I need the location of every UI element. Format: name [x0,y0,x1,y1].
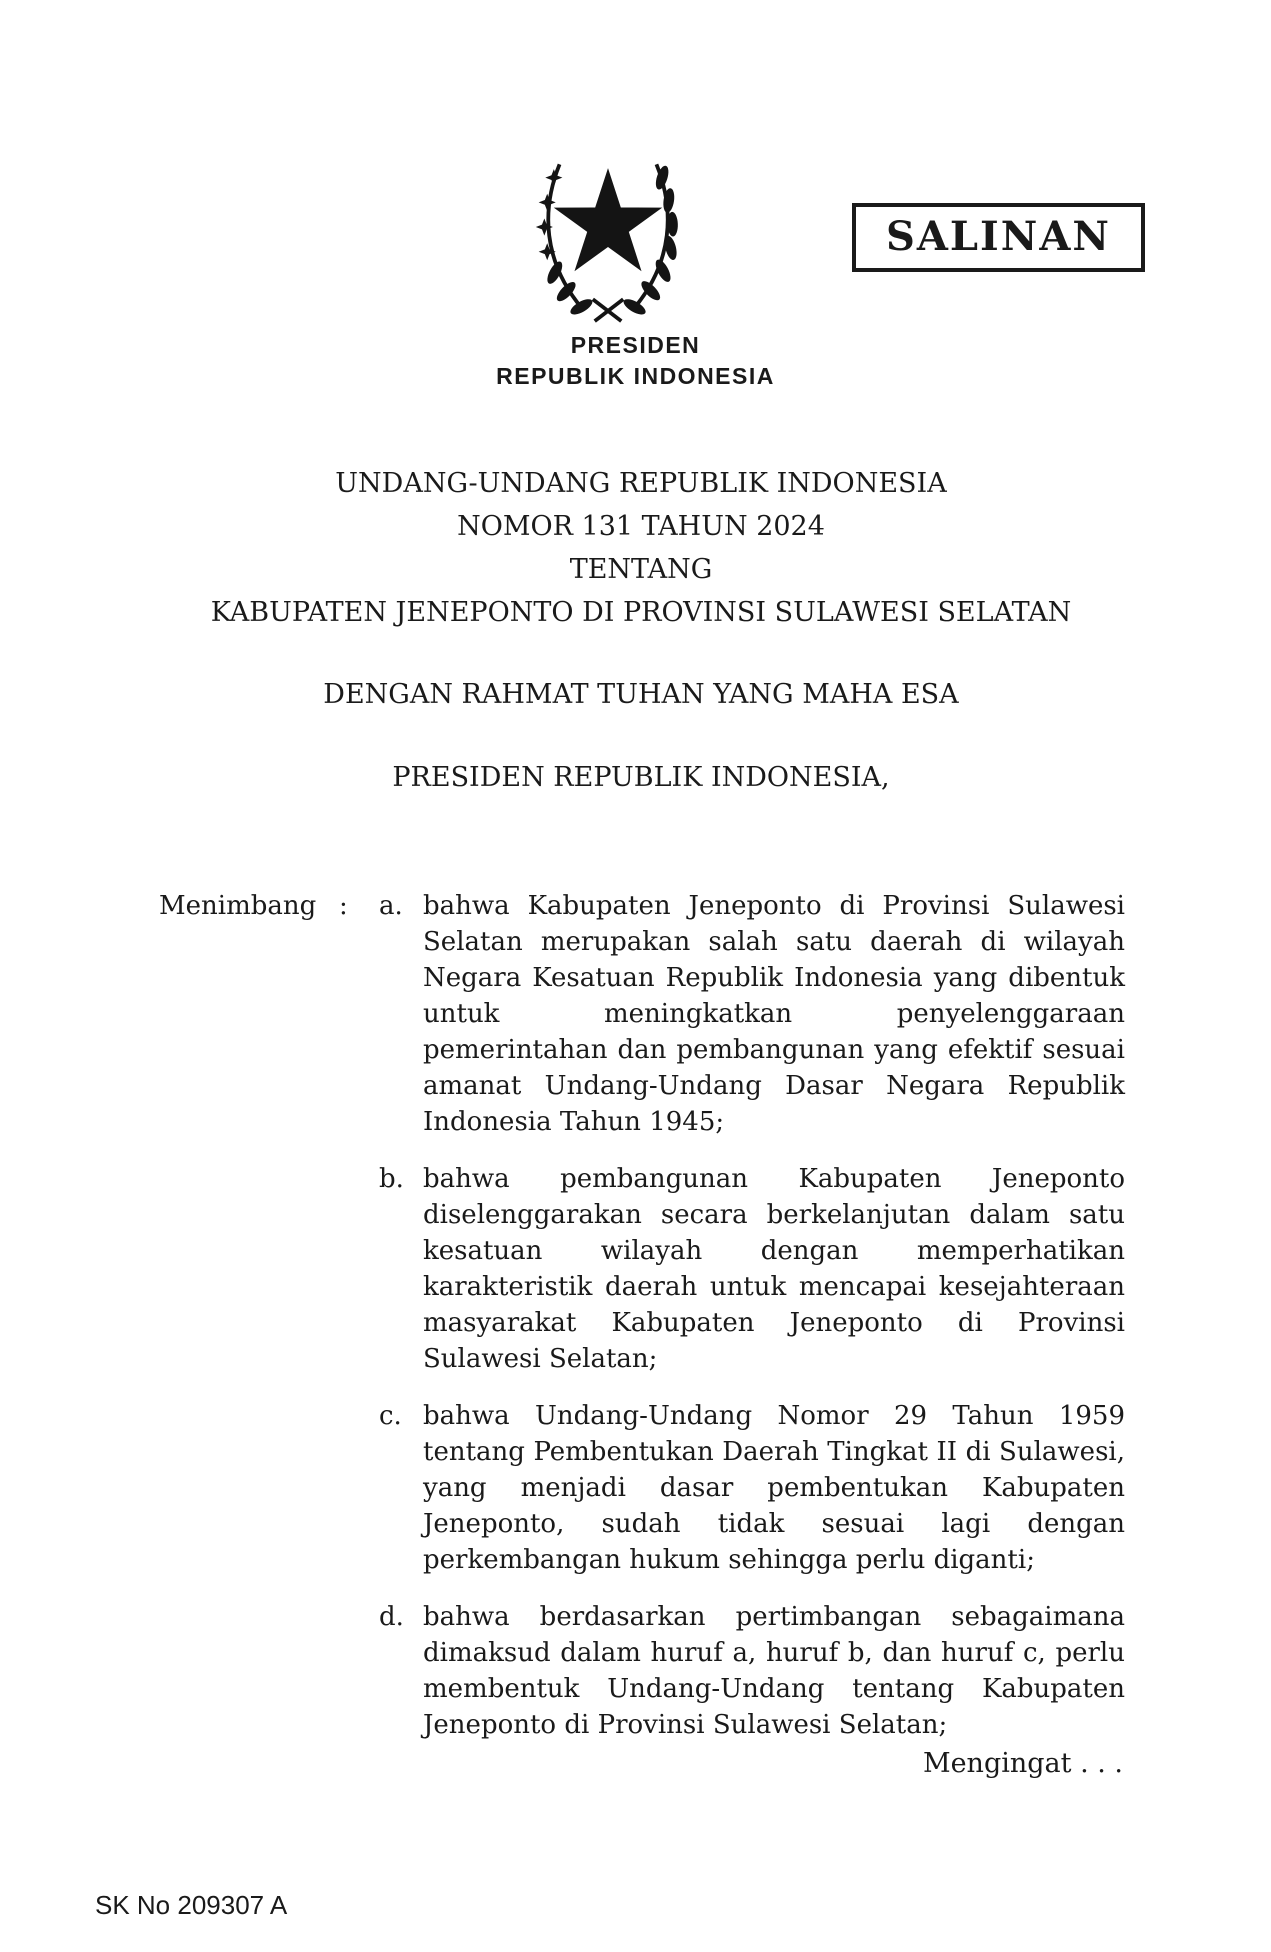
consideration-text: bahwa Kabupaten Jeneponto di Provinsi Sulawesi Selatan merupakan salah satu daerah di wilayah Negara Kesatuan Republik Indonesia yang dibentuk untuk meningkatkan penyelenggaraan pemerintahan dan pembangunan yang efektif sesuai amanat Undang-Undang Dasar Negara Republik Indonesia Tahun 1945; [423,891,1125,1137]
letterhead [0,330,1271,392]
consideration-item [379,1398,1125,1578]
consideration-marker: b. [379,1164,404,1194]
title-line-4: KABUPATEN JENEPONTO DI PROVINSI SULAWESI SELATAN [210,597,1072,628]
consideration-marker: c. [379,1401,402,1431]
title-line-2: NOMOR 131 TAHUN 2024 [457,511,825,542]
considerations-section [159,888,1125,1764]
considerations-list [379,888,1125,1764]
consideration-text: bahwa pembangunan Kabupaten Jeneponto diselenggarakan secara berkelanjutan dalam satu kesatuan wilayah dengan memperhatikan karakteristik daerah untuk mencapai kesejahteraan masyarakat Kabupaten Jeneponto di Provinsi Sulawesi Selatan; [423,1164,1125,1374]
title-line-1: UNDANG-UNDANG REPUBLIK INDONESIA [335,468,947,499]
doc-code: SK No 209307 A [95,1890,288,1920]
title-salutation: PRESIDEN REPUBLIK INDONESIA, [392,762,890,793]
continuation-note: Mengingat . . . [922,1748,1123,1779]
consideration-text: bahwa berdasarkan pertimbangan sebagaimana dimaksud dalam huruf a, huruf b, dan huruf c, perlu membentuk Undang-Undang tentang Kabupaten Jeneponto di Provinsi Sulawesi Selatan; [423,1602,1125,1740]
letterhead-emblem [0,128,1271,332]
consideration-marker: d. [379,1602,404,1632]
title-invocation: DENGAN RAHMAT TUHAN YANG MAHA ESA [323,679,959,710]
letterhead-presiden: PRESIDEN [570,332,701,358]
letterhead-republik-indonesia: REPUBLIK INDONESIA [496,363,775,389]
consideration-item [379,1599,1125,1743]
salinan-stamp: SALINAN [852,203,1145,272]
consideration-text: bahwa Undang-Undang Nomor 29 Tahun 1959 tentang Pembentukan Daerah Tingkat II di Sulawesi, yang menjadi dasar pembentukan Kabupaten Jeneponto, sudah tidak sesuai lagi dengan perkembangan hukum sehingga perlu diganti; [423,1401,1125,1575]
considerations-label: Menimbang [159,891,317,921]
considerations-separator: : [339,891,348,921]
consideration-item [379,888,1125,1140]
consideration-item [379,1161,1125,1377]
presidential-emblem-icon [513,128,703,328]
title-line-3: TENTANG [569,554,713,585]
title-block [159,462,1123,799]
consideration-marker: a. [379,891,403,921]
